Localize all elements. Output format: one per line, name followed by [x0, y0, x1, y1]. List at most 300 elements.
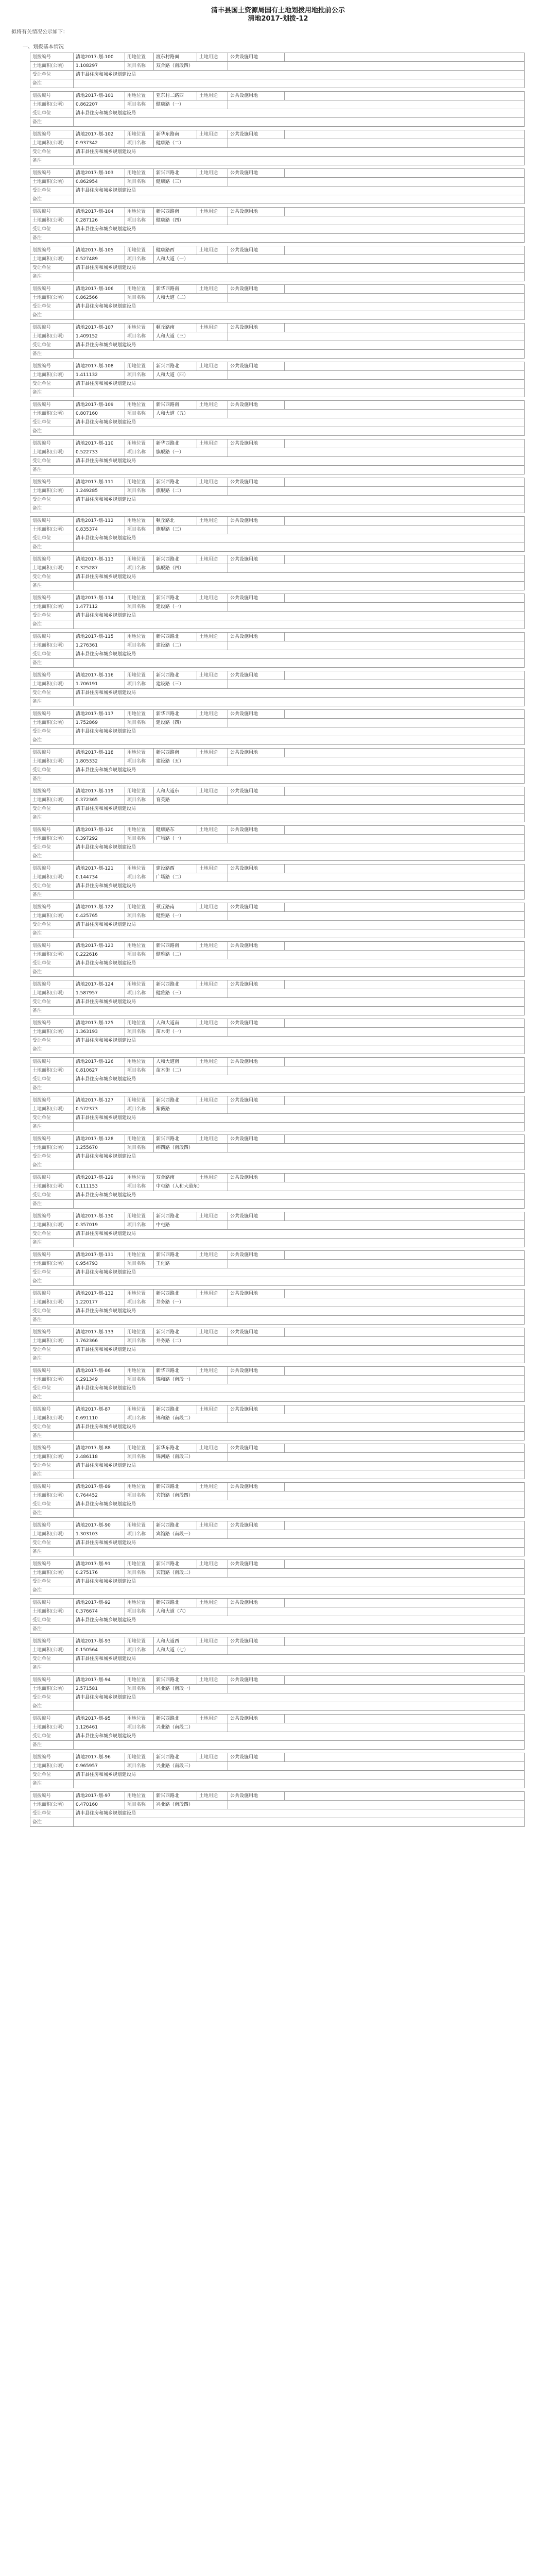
lot-no-value: 清地2017-划-89 — [74, 1483, 125, 1492]
note-label: 备注 — [30, 775, 74, 784]
project-label: 项目名称 — [125, 641, 154, 650]
note-value — [74, 1741, 525, 1750]
location-value: 新兴西路北 — [154, 169, 197, 178]
parcel-table — [30, 1328, 525, 1363]
parcel-table — [30, 478, 525, 513]
note-label: 备注 — [30, 504, 74, 513]
lot-no-label: 划拨编号 — [30, 439, 74, 448]
empty-cell — [285, 208, 525, 216]
empty-cell — [228, 294, 525, 302]
usage-label: 土地用途 — [197, 826, 228, 835]
lot-no-value: 清地2017-划-117 — [74, 710, 125, 719]
note-value — [74, 1702, 525, 1711]
project-value: 宾馆路（南段一） — [154, 1530, 228, 1539]
parcel-table — [30, 980, 525, 1015]
location-value: 新华西路南 — [154, 285, 197, 294]
usage-value: 公共设施用地 — [228, 130, 285, 139]
empty-cell — [228, 100, 525, 109]
location-label: 用地位置 — [125, 285, 154, 294]
lot-no-label: 划拨编号 — [30, 169, 74, 178]
area-label: 土地面积(公顷) — [30, 62, 74, 71]
usage-value: 公共设施用地 — [228, 439, 285, 448]
empty-cell — [285, 1019, 525, 1028]
usage-label: 土地用途 — [197, 1019, 228, 1028]
usage-label: 土地用途 — [197, 1212, 228, 1221]
area-value: 0.425765 — [74, 912, 125, 921]
unit-label: 受让单位 — [30, 1616, 74, 1625]
lot-no-value: 清地2017-划-126 — [74, 1058, 125, 1066]
unit-value: 清丰县住房和城乡规划建设局 — [74, 1153, 525, 1161]
location-label: 用地位置 — [125, 517, 154, 526]
area-value: 1.126461 — [74, 1723, 125, 1732]
location-value: 新华西路北 — [154, 439, 197, 448]
project-label: 项目名称 — [125, 255, 154, 264]
parcel-table — [30, 439, 525, 474]
usage-label: 土地用途 — [197, 169, 228, 178]
area-value: 0.862566 — [74, 294, 125, 302]
empty-cell — [228, 371, 525, 380]
location-value: 双合路南 — [154, 1174, 197, 1182]
unit-value: 清丰县住房和城乡规划建设局 — [74, 843, 525, 852]
project-value: 建设路（二） — [154, 641, 228, 650]
area-value: 1.805332 — [74, 757, 125, 766]
location-label: 用地位置 — [125, 671, 154, 680]
unit-label: 受让单位 — [30, 264, 74, 273]
empty-cell — [228, 448, 525, 457]
location-value: 亚东村二路西 — [154, 92, 197, 100]
empty-cell — [285, 130, 525, 139]
project-value: 旗舰路（四） — [154, 564, 228, 573]
unit-label: 受让单位 — [30, 612, 74, 620]
area-value: 1.411132 — [74, 371, 125, 380]
project-value: 健雅路（一） — [154, 912, 228, 921]
parcel-table — [30, 1096, 525, 1131]
empty-cell — [228, 255, 525, 264]
project-value: 健康路（一） — [154, 100, 228, 109]
note-label: 备注 — [30, 427, 74, 436]
unit-value: 清丰县住房和城乡规划建设局 — [74, 264, 525, 273]
usage-label: 土地用途 — [197, 903, 228, 912]
usage-value: 公共设施用地 — [228, 1715, 285, 1723]
area-value: 0.862954 — [74, 178, 125, 187]
area-value: 0.325287 — [74, 564, 125, 573]
area-value: 1.477112 — [74, 603, 125, 612]
empty-cell — [228, 873, 525, 882]
note-label: 备注 — [30, 1470, 74, 1479]
lot-no-value: 清地2017-划-105 — [74, 246, 125, 255]
unit-value: 清丰县住房和城乡规划建设局 — [74, 418, 525, 427]
area-value: 1.363193 — [74, 1028, 125, 1037]
unit-label: 受让单位 — [30, 418, 74, 427]
lot-no-label: 划拨编号 — [30, 478, 74, 487]
location-value: 新兴西路北 — [154, 594, 197, 603]
empty-cell — [285, 92, 525, 100]
location-label: 用地位置 — [125, 324, 154, 332]
empty-cell — [228, 564, 525, 573]
usage-value: 公共设施用地 — [228, 1637, 285, 1646]
area-value: 1.706191 — [74, 680, 125, 689]
lot-no-value: 清地2017-划-115 — [74, 633, 125, 641]
area-label: 土地面积(公顷) — [30, 139, 74, 148]
project-value: 育英路 — [154, 796, 228, 805]
area-value: 1.409152 — [74, 332, 125, 341]
area-label: 土地面积(公顷) — [30, 1376, 74, 1384]
location-value: 渡东村路面 — [154, 53, 197, 62]
location-label: 用地位置 — [125, 826, 154, 835]
usage-value: 公共设施用地 — [228, 1212, 285, 1221]
unit-label: 受让单位 — [30, 302, 74, 311]
project-label: 项目名称 — [125, 951, 154, 959]
project-value: 旗舰路（一） — [154, 448, 228, 457]
lot-no-label: 划拨编号 — [30, 903, 74, 912]
lot-no-label: 划拨编号 — [30, 826, 74, 835]
note-label: 备注 — [30, 1354, 74, 1363]
parcel-table — [30, 1250, 525, 1286]
usage-label: 土地用途 — [197, 1290, 228, 1298]
location-value: 新兴西路北 — [154, 478, 197, 487]
note-label: 备注 — [30, 195, 74, 204]
usage-value: 公共设施用地 — [228, 478, 285, 487]
lot-no-value: 清地2017-划-93 — [74, 1637, 125, 1646]
location-label: 用地位置 — [125, 710, 154, 719]
note-value — [74, 1432, 525, 1440]
unit-value: 清丰县住房和城乡规划建设局 — [74, 1423, 525, 1432]
usage-value: 公共设施用地 — [228, 1135, 285, 1144]
parcel-table — [30, 1521, 525, 1556]
lot-no-value: 清地2017-划-101 — [74, 92, 125, 100]
lot-no-label: 划拨编号 — [30, 53, 74, 62]
note-value — [74, 1123, 525, 1131]
usage-label: 土地用途 — [197, 92, 228, 100]
note-value — [74, 466, 525, 474]
unit-label: 受让单位 — [30, 959, 74, 968]
unit-label: 受让单位 — [30, 534, 74, 543]
unit-value: 清丰县住房和城乡规划建设局 — [74, 1384, 525, 1393]
usage-value: 公共设施用地 — [228, 749, 285, 757]
unit-value: 清丰县住房和城乡规划建设局 — [74, 457, 525, 466]
location-label: 用地位置 — [125, 1019, 154, 1028]
project-label: 项目名称 — [125, 1723, 154, 1732]
parcel-table — [30, 1675, 525, 1711]
note-value — [74, 1586, 525, 1595]
note-label: 备注 — [30, 1123, 74, 1131]
note-value — [74, 543, 525, 552]
lot-no-label: 划拨编号 — [30, 787, 74, 796]
area-label: 土地面积(公顷) — [30, 100, 74, 109]
usage-label: 土地用途 — [197, 362, 228, 371]
usage-label: 土地用途 — [197, 1135, 228, 1144]
usage-value: 公共设施用地 — [228, 1676, 285, 1685]
location-value: 新兴西路南 — [154, 749, 197, 757]
note-value — [74, 157, 525, 165]
area-value: 0.275176 — [74, 1569, 125, 1578]
usage-label: 土地用途 — [197, 246, 228, 255]
lot-no-label: 划拨编号 — [30, 633, 74, 641]
note-label: 备注 — [30, 1045, 74, 1054]
usage-value: 公共设施用地 — [228, 1444, 285, 1453]
note-label: 备注 — [30, 1780, 74, 1788]
area-label: 土地面积(公顷) — [30, 371, 74, 380]
unit-label: 受让单位 — [30, 1230, 74, 1239]
usage-value: 公共设施用地 — [228, 324, 285, 332]
empty-cell — [228, 216, 525, 225]
location-value: 新兴西路北 — [154, 1096, 197, 1105]
usage-value: 公共设施用地 — [228, 787, 285, 796]
usage-value: 公共设施用地 — [228, 942, 285, 951]
lot-no-value: 清地2017-划-123 — [74, 942, 125, 951]
location-value: 新兴西路北 — [154, 1328, 197, 1337]
usage-label: 土地用途 — [197, 1096, 228, 1105]
lot-no-value: 清地2017-划-119 — [74, 787, 125, 796]
unit-label: 受让单位 — [30, 843, 74, 852]
empty-cell — [228, 410, 525, 418]
unit-value: 清丰县住房和城乡规划建设局 — [74, 1539, 525, 1548]
unit-label: 受让单位 — [30, 1191, 74, 1200]
empty-cell — [228, 487, 525, 496]
location-label: 用地位置 — [125, 942, 154, 951]
lot-no-value: 清地2017-划-106 — [74, 285, 125, 294]
unit-value: 清丰县住房和城乡规划建设局 — [74, 1616, 525, 1625]
lot-no-value: 清地2017-划-133 — [74, 1328, 125, 1337]
usage-value: 公共设施用地 — [228, 1174, 285, 1182]
lot-no-value: 清地2017-划-130 — [74, 1212, 125, 1221]
unit-value: 清丰县住房和城乡规划建设局 — [74, 225, 525, 234]
unit-label: 受让单位 — [30, 148, 74, 157]
area-value: 0.764452 — [74, 1492, 125, 1500]
empty-cell — [285, 1637, 525, 1646]
empty-cell — [228, 62, 525, 71]
usage-label: 土地用途 — [197, 980, 228, 989]
usage-label: 土地用途 — [197, 594, 228, 603]
area-label: 土地面积(公顷) — [30, 1646, 74, 1655]
empty-cell — [228, 1144, 525, 1153]
empty-cell — [285, 903, 525, 912]
area-value: 2.571581 — [74, 1685, 125, 1693]
empty-cell — [285, 826, 525, 835]
parcel-table — [30, 1791, 525, 1827]
usage-value: 公共设施用地 — [228, 246, 285, 255]
lot-no-label: 划拨编号 — [30, 1521, 74, 1530]
usage-value: 公共设施用地 — [228, 53, 285, 62]
location-label: 用地位置 — [125, 865, 154, 873]
parcel-table — [30, 1444, 525, 1479]
area-value: 0.150564 — [74, 1646, 125, 1655]
parcel-table — [30, 1560, 525, 1595]
area-value: 1.276361 — [74, 641, 125, 650]
unit-label: 受让单位 — [30, 766, 74, 775]
note-label: 备注 — [30, 620, 74, 629]
parcel-table — [30, 168, 525, 204]
note-value — [74, 234, 525, 243]
empty-cell — [285, 478, 525, 487]
lot-no-label: 划拨编号 — [30, 92, 74, 100]
project-value: 井务路（一） — [154, 1298, 228, 1307]
project-value: 双合路（南段四） — [154, 62, 228, 71]
unit-label: 受让单位 — [30, 496, 74, 504]
project-label: 项目名称 — [125, 1801, 154, 1809]
usage-label: 土地用途 — [197, 710, 228, 719]
note-value — [74, 1548, 525, 1556]
area-value: 0.691110 — [74, 1414, 125, 1423]
unit-label: 受让单位 — [30, 1307, 74, 1316]
area-label: 土地面积(公顷) — [30, 951, 74, 959]
lot-no-value: 清地2017-划-91 — [74, 1560, 125, 1569]
location-label: 用地位置 — [125, 1676, 154, 1685]
lot-no-label: 划拨编号 — [30, 942, 74, 951]
unit-value: 清丰县住房和城乡规划建设局 — [74, 573, 525, 582]
project-value: 纬四路（南段四） — [154, 1144, 228, 1153]
empty-cell — [285, 555, 525, 564]
project-label: 项目名称 — [125, 1298, 154, 1307]
location-value: 新兴西路北 — [154, 1135, 197, 1144]
empty-cell — [228, 1028, 525, 1037]
location-label: 用地位置 — [125, 1483, 154, 1492]
lot-no-value: 清地2017-划-100 — [74, 53, 125, 62]
area-value: 0.807160 — [74, 410, 125, 418]
unit-value: 清丰县住房和城乡规划建设局 — [74, 921, 525, 929]
lot-no-value: 清地2017-划-97 — [74, 1792, 125, 1801]
unit-value: 清丰县住房和城乡规划建设局 — [74, 1075, 525, 1084]
area-label: 土地面积(公顷) — [30, 216, 74, 225]
unit-value: 清丰县住房和城乡规划建设局 — [74, 1268, 525, 1277]
location-value: 新华东路北 — [154, 1444, 197, 1453]
area-label: 土地面积(公顷) — [30, 873, 74, 882]
empty-cell — [285, 1483, 525, 1492]
empty-cell — [228, 989, 525, 998]
location-label: 用地位置 — [125, 362, 154, 371]
unit-value: 清丰县住房和城乡规划建设局 — [74, 1462, 525, 1470]
lot-no-label: 划拨编号 — [30, 980, 74, 989]
usage-value: 公共设施用地 — [228, 1058, 285, 1066]
parcel-table — [30, 1173, 525, 1209]
lot-no-value: 清地2017-划-120 — [74, 826, 125, 835]
usage-label: 土地用途 — [197, 1676, 228, 1685]
empty-cell — [228, 139, 525, 148]
usage-value: 公共设施用地 — [228, 1405, 285, 1414]
empty-cell — [228, 1376, 525, 1384]
usage-value: 公共设施用地 — [228, 401, 285, 410]
empty-cell — [285, 1328, 525, 1337]
area-label: 土地面积(公顷) — [30, 1801, 74, 1809]
unit-value: 清丰县住房和城乡规划建设局 — [74, 805, 525, 814]
project-value: 人和大道（二） — [154, 294, 228, 302]
area-label: 土地面积(公顷) — [30, 1105, 74, 1114]
location-value: 新兴西路北 — [154, 980, 197, 989]
unit-value: 清丰县住房和城乡规划建设局 — [74, 1114, 525, 1123]
note-label: 备注 — [30, 1432, 74, 1440]
unit-label: 受让单位 — [30, 805, 74, 814]
lot-no-label: 划拨编号 — [30, 130, 74, 139]
location-value: 新兴西路北 — [154, 1560, 197, 1569]
location-value: 新兴西路北 — [154, 1715, 197, 1723]
project-value: 兴业路（南段四） — [154, 1801, 228, 1809]
note-label: 备注 — [30, 1586, 74, 1595]
location-label: 用地位置 — [125, 1212, 154, 1221]
unit-value: 清丰县住房和城乡规划建设局 — [74, 496, 525, 504]
note-value — [74, 698, 525, 706]
lot-no-label: 划拨编号 — [30, 1405, 74, 1414]
unit-label: 受让单位 — [30, 1500, 74, 1509]
lot-no-label: 划拨编号 — [30, 865, 74, 873]
note-label: 备注 — [30, 1316, 74, 1325]
empty-cell — [228, 1260, 525, 1268]
location-label: 用地位置 — [125, 1290, 154, 1298]
area-label: 土地面积(公顷) — [30, 796, 74, 805]
area-value: 0.937342 — [74, 139, 125, 148]
parcel-table — [30, 246, 525, 281]
area-value: 0.470160 — [74, 1801, 125, 1809]
note-value — [74, 350, 525, 359]
project-value: 建设路（五） — [154, 757, 228, 766]
area-value: 0.954793 — [74, 1260, 125, 1268]
unit-value: 清丰县住房和城乡规划建设局 — [74, 1191, 525, 1200]
project-label: 项目名称 — [125, 139, 154, 148]
unit-value: 清丰县住房和城乡规划建设局 — [74, 1346, 525, 1354]
location-label: 用地位置 — [125, 1637, 154, 1646]
usage-label: 土地用途 — [197, 517, 228, 526]
lot-no-value: 清地2017-划-114 — [74, 594, 125, 603]
location-label: 用地位置 — [125, 749, 154, 757]
area-value: 0.291349 — [74, 1376, 125, 1384]
project-label: 项目名称 — [125, 796, 154, 805]
unit-value: 清丰县住房和城乡规划建设局 — [74, 1693, 525, 1702]
project-value: 王化路 — [154, 1260, 228, 1268]
project-label: 项目名称 — [125, 100, 154, 109]
unit-value: 清丰县住房和城乡规划建设局 — [74, 1230, 525, 1239]
empty-cell — [285, 671, 525, 680]
unit-value: 清丰县住房和城乡规划建设局 — [74, 1655, 525, 1664]
area-label: 土地面积(公顷) — [30, 757, 74, 766]
project-label: 项目名称 — [125, 1144, 154, 1153]
usage-value: 公共设施用地 — [228, 1560, 285, 1569]
lot-no-value: 清地2017-划-129 — [74, 1174, 125, 1182]
unit-label: 受让单位 — [30, 109, 74, 118]
parcel-table — [30, 1212, 525, 1247]
note-value — [74, 1664, 525, 1672]
project-label: 项目名称 — [125, 371, 154, 380]
project-label: 项目名称 — [125, 1646, 154, 1655]
lot-no-label: 划拨编号 — [30, 362, 74, 371]
empty-cell — [228, 1221, 525, 1230]
empty-cell — [228, 332, 525, 341]
empty-cell — [285, 1058, 525, 1066]
area-label: 土地面积(公顷) — [30, 1762, 74, 1771]
lot-no-value: 清地2017-划-104 — [74, 208, 125, 216]
area-label: 土地面积(公顷) — [30, 1492, 74, 1500]
note-label: 备注 — [30, 543, 74, 552]
note-label: 备注 — [30, 1509, 74, 1518]
parcel-table — [30, 632, 525, 668]
unit-label: 受让单位 — [30, 650, 74, 659]
usage-value: 公共设施用地 — [228, 903, 285, 912]
empty-cell — [285, 1135, 525, 1144]
area-value: 0.965957 — [74, 1762, 125, 1771]
lot-no-label: 划拨编号 — [30, 749, 74, 757]
usage-value: 公共设施用地 — [228, 555, 285, 564]
project-label: 项目名称 — [125, 487, 154, 496]
location-label: 用地位置 — [125, 1560, 154, 1569]
project-value: 广场路（二） — [154, 873, 228, 882]
lot-no-value: 清地2017-划-128 — [74, 1135, 125, 1144]
lot-no-label: 划拨编号 — [30, 1753, 74, 1762]
empty-cell — [285, 1792, 525, 1801]
empty-cell — [285, 633, 525, 641]
usage-value: 公共设施用地 — [228, 633, 285, 641]
lot-no-value: 清地2017-划-107 — [74, 324, 125, 332]
note-value — [74, 1161, 525, 1170]
lot-no-value: 清地2017-划-121 — [74, 865, 125, 873]
location-value: 健康路东 — [154, 826, 197, 835]
